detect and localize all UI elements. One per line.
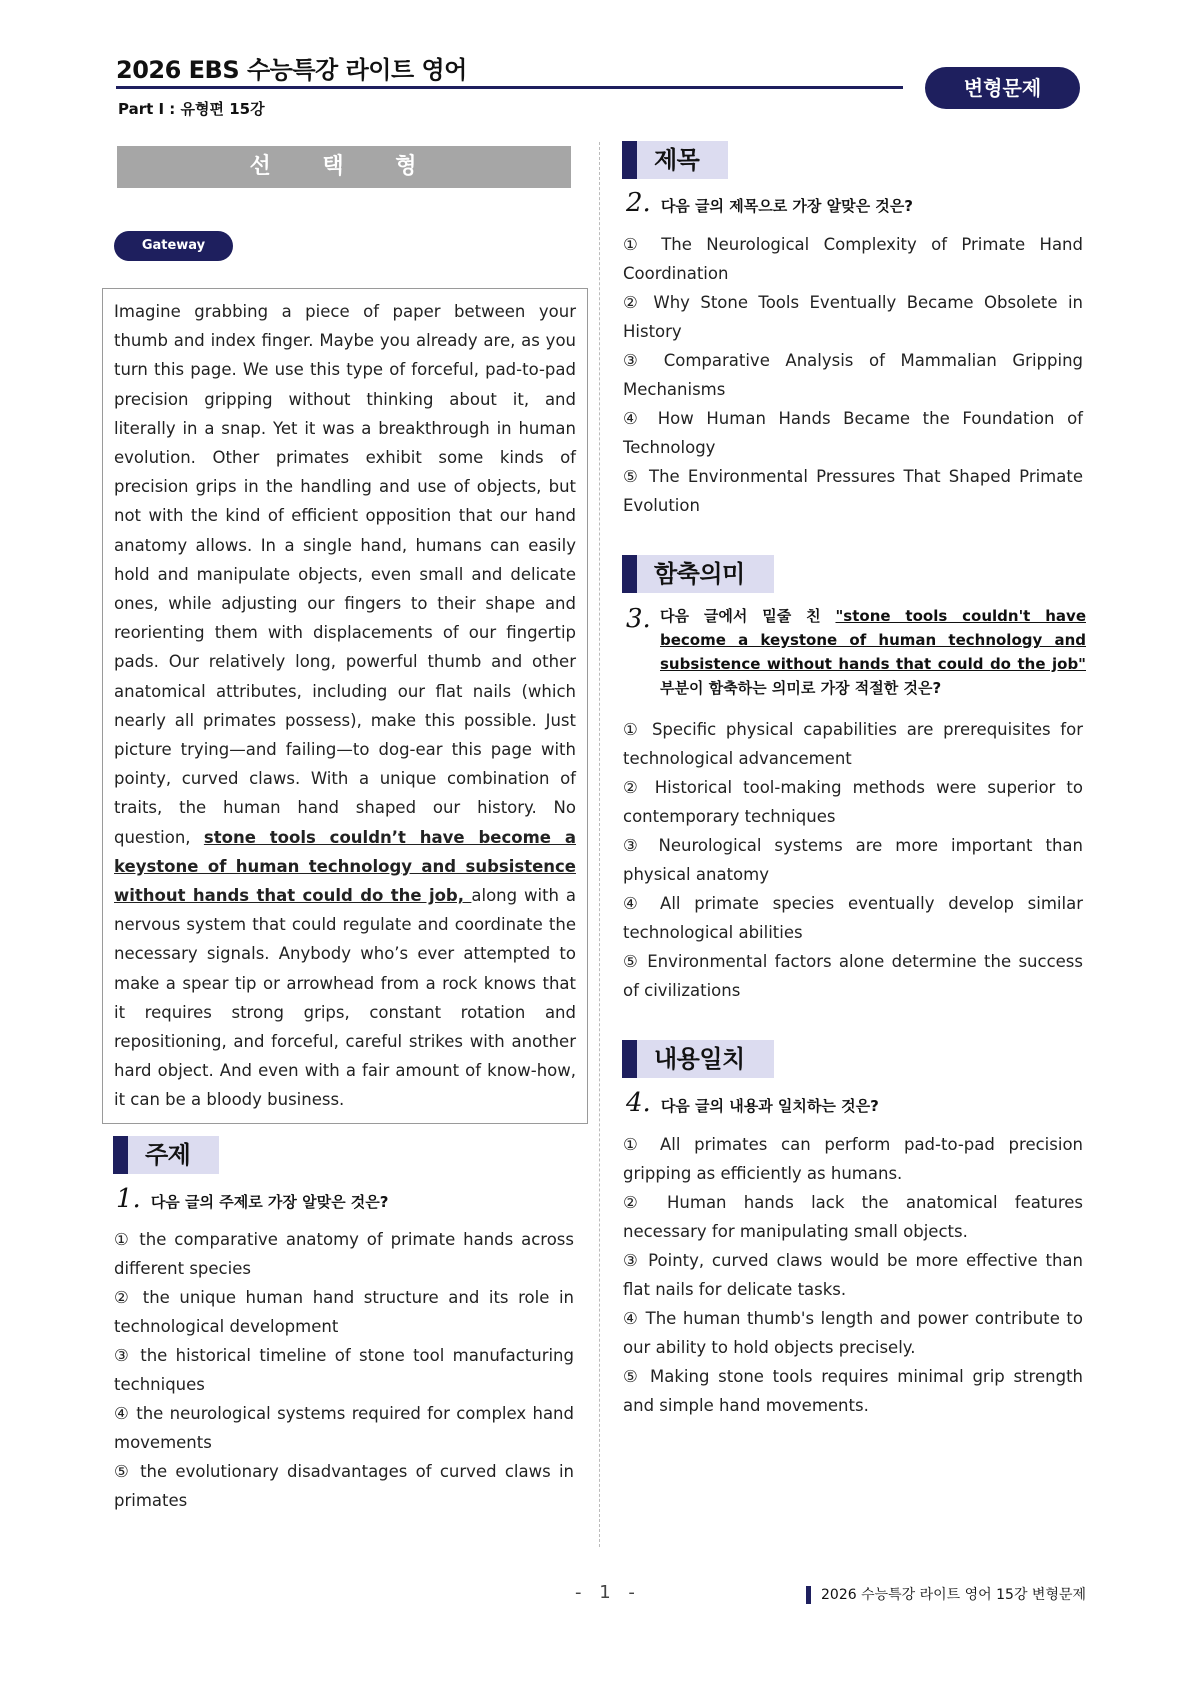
question-1-heading	[116, 1184, 389, 1214]
option-2[interactable]: ② Historical tool-making methods were superior to contemporary techniques	[623, 778, 1083, 826]
page-number: - 1 -	[575, 1582, 641, 1603]
option-5[interactable]: ⑤ Environmental factors alone determine the success of civilizations	[623, 952, 1083, 1000]
option-4[interactable]: ④ the neurological systems required for complex hand movements	[114, 1404, 574, 1452]
option-5[interactable]: ⑤ The Environmental Pressures That Shaped Primate Evolution	[623, 467, 1083, 515]
question-number: 3.	[626, 604, 651, 634]
question-prompt: 다음 글의 제목으로 가장 알맞은 것은?	[660, 197, 913, 215]
option-4[interactable]: ④ All primate species eventually develop similar technological abilities	[623, 894, 1083, 942]
document-title: 2026 EBS 수능특강 라이트 영어	[116, 56, 467, 84]
prompt-underlined-phrase: "stone tools couldn't have become a keystone of human technology and subsistence without hands that could do the job"	[660, 607, 1086, 673]
variant-badge: 변형문제	[925, 67, 1080, 109]
passage-underlined-phrase: stone tools couldn’t have become a keystone of human technology and subsistence without hands that could do the job,	[114, 827, 576, 906]
option-1[interactable]: ① The Neurological Complexity of Primate Hand Coordination	[623, 235, 1083, 283]
section-label: 주제	[145, 1141, 191, 1169]
section-label: 제목	[654, 146, 700, 174]
option-4[interactable]: ④ How Human Hands Became the Foundation of Technology	[623, 409, 1083, 457]
question-number: 2.	[626, 188, 651, 218]
option-4[interactable]: ④ The human thumb's length and power contribute to our ability to hold objects precisely.	[623, 1309, 1083, 1357]
question-2-heading	[626, 188, 913, 218]
part-label: Part Ⅰ : 유형편 15강	[118, 100, 265, 118]
question-prompt: 다음 글의 주제로 가장 알맞은 것은?	[150, 1193, 389, 1211]
question-3-options	[623, 715, 1083, 1005]
option-2[interactable]: ② the unique human hand structure and its role in technological development	[114, 1288, 574, 1336]
option-2[interactable]: ② Human hands lack the anatomical features necessary for manipulating small objects.	[623, 1193, 1083, 1241]
question-prompt: 다음 글의 내용과 일치하는 것은?	[660, 1097, 879, 1115]
option-1[interactable]: ① All primates can perform pad-to-pad precision gripping as efficiently as humans.	[623, 1135, 1083, 1183]
option-1[interactable]: ① Specific physical capabilities are prerequisites for technological advancement	[623, 720, 1083, 768]
question-4-options	[623, 1130, 1083, 1420]
option-5[interactable]: ⑤ the evolutionary disadvantages of curved claws in primates	[114, 1462, 574, 1510]
gateway-badge: Gateway	[114, 231, 233, 261]
section-marker	[622, 141, 637, 179]
question-number: 4.	[626, 1088, 651, 1118]
option-3[interactable]: ③ Pointy, curved claws would be more effective than flat nails for delicate tasks.	[623, 1251, 1083, 1299]
section-marker	[622, 1040, 637, 1078]
section-label: 내용일치	[654, 1045, 745, 1073]
question-prompt	[660, 604, 1086, 700]
section-header-topic	[113, 1136, 219, 1174]
prompt-text: 다음 글에서 밑줄 친	[660, 607, 836, 625]
option-3[interactable]: ③ Comparative Analysis of Mammalian Gripping Mechanisms	[623, 351, 1083, 399]
section-header-implication	[622, 555, 774, 593]
section-marker	[113, 1136, 128, 1174]
header-divider	[116, 86, 903, 89]
section-header-title	[622, 141, 728, 179]
section-header-content-match	[622, 1040, 774, 1078]
question-4-heading	[626, 1088, 879, 1118]
option-3[interactable]: ③ Neurological systems are more important than physical anatomy	[623, 836, 1083, 884]
footer-label: 2026 수능특강 라이트 영어 15강 변형문제	[806, 1586, 1086, 1604]
option-1[interactable]: ① the comparative anatomy of primate hands across different species	[114, 1230, 574, 1278]
option-5[interactable]: ⑤ Making stone tools requires minimal grip strength and simple hand movements.	[623, 1367, 1083, 1415]
question-2-options	[623, 230, 1083, 520]
reading-passage	[102, 288, 588, 1124]
passage-text-after: along with a nervous system that could regulate and coordinate the necessary signals. Anybody who’s ever attempted to make a spear tip or arrowhead from a rock knows that it requires strong grips, constant rotation and repositioning, and forceful, careful strikes with another hard object. And even with a fair amount of know-how, it can be a bloody business.	[114, 886, 576, 1110]
section-marker	[622, 555, 637, 593]
column-divider	[599, 142, 600, 1547]
section-label: 함축의미	[654, 560, 745, 588]
question-1-options	[114, 1225, 574, 1515]
prompt-text: 부분이 함축하는 의미로 가장 적절한 것은?	[660, 679, 942, 697]
question-3-heading	[626, 604, 1086, 700]
option-3[interactable]: ③ the historical timeline of stone tool manufacturing techniques	[114, 1346, 574, 1394]
selection-banner: 선 택 형	[117, 146, 571, 188]
question-number: 1.	[116, 1184, 141, 1214]
option-2[interactable]: ② Why Stone Tools Eventually Became Obsolete in History	[623, 293, 1083, 341]
passage-text-before: Imagine grabbing a piece of paper between your thumb and index finger. Maybe you already are, as you turn this page. We use this type of forceful, pad-to-pad precision gripping without thinking about it, and literally in a snap. Yet it was a breakthrough in human evolution. Other primates exhibit some kinds of precision grips in the handling and use of objects, but not with the kind of efficient opposition that our hand anatomy allows. In a single hand, humans can easily hold and manipulate objects, even small and delicate ones, while adjusting our fingers to their shape and reorienting them with displacements of our fingertip pads. Our relatively long, powerful thumb and other anatomical attributes, including our flat nails (which nearly all primates possess), make this possible. Just picture trying—and failing—to dog-ear this page with pointy, curved claws. With a unique combination of traits, the human hand shaped our history. No question,	[114, 302, 576, 847]
